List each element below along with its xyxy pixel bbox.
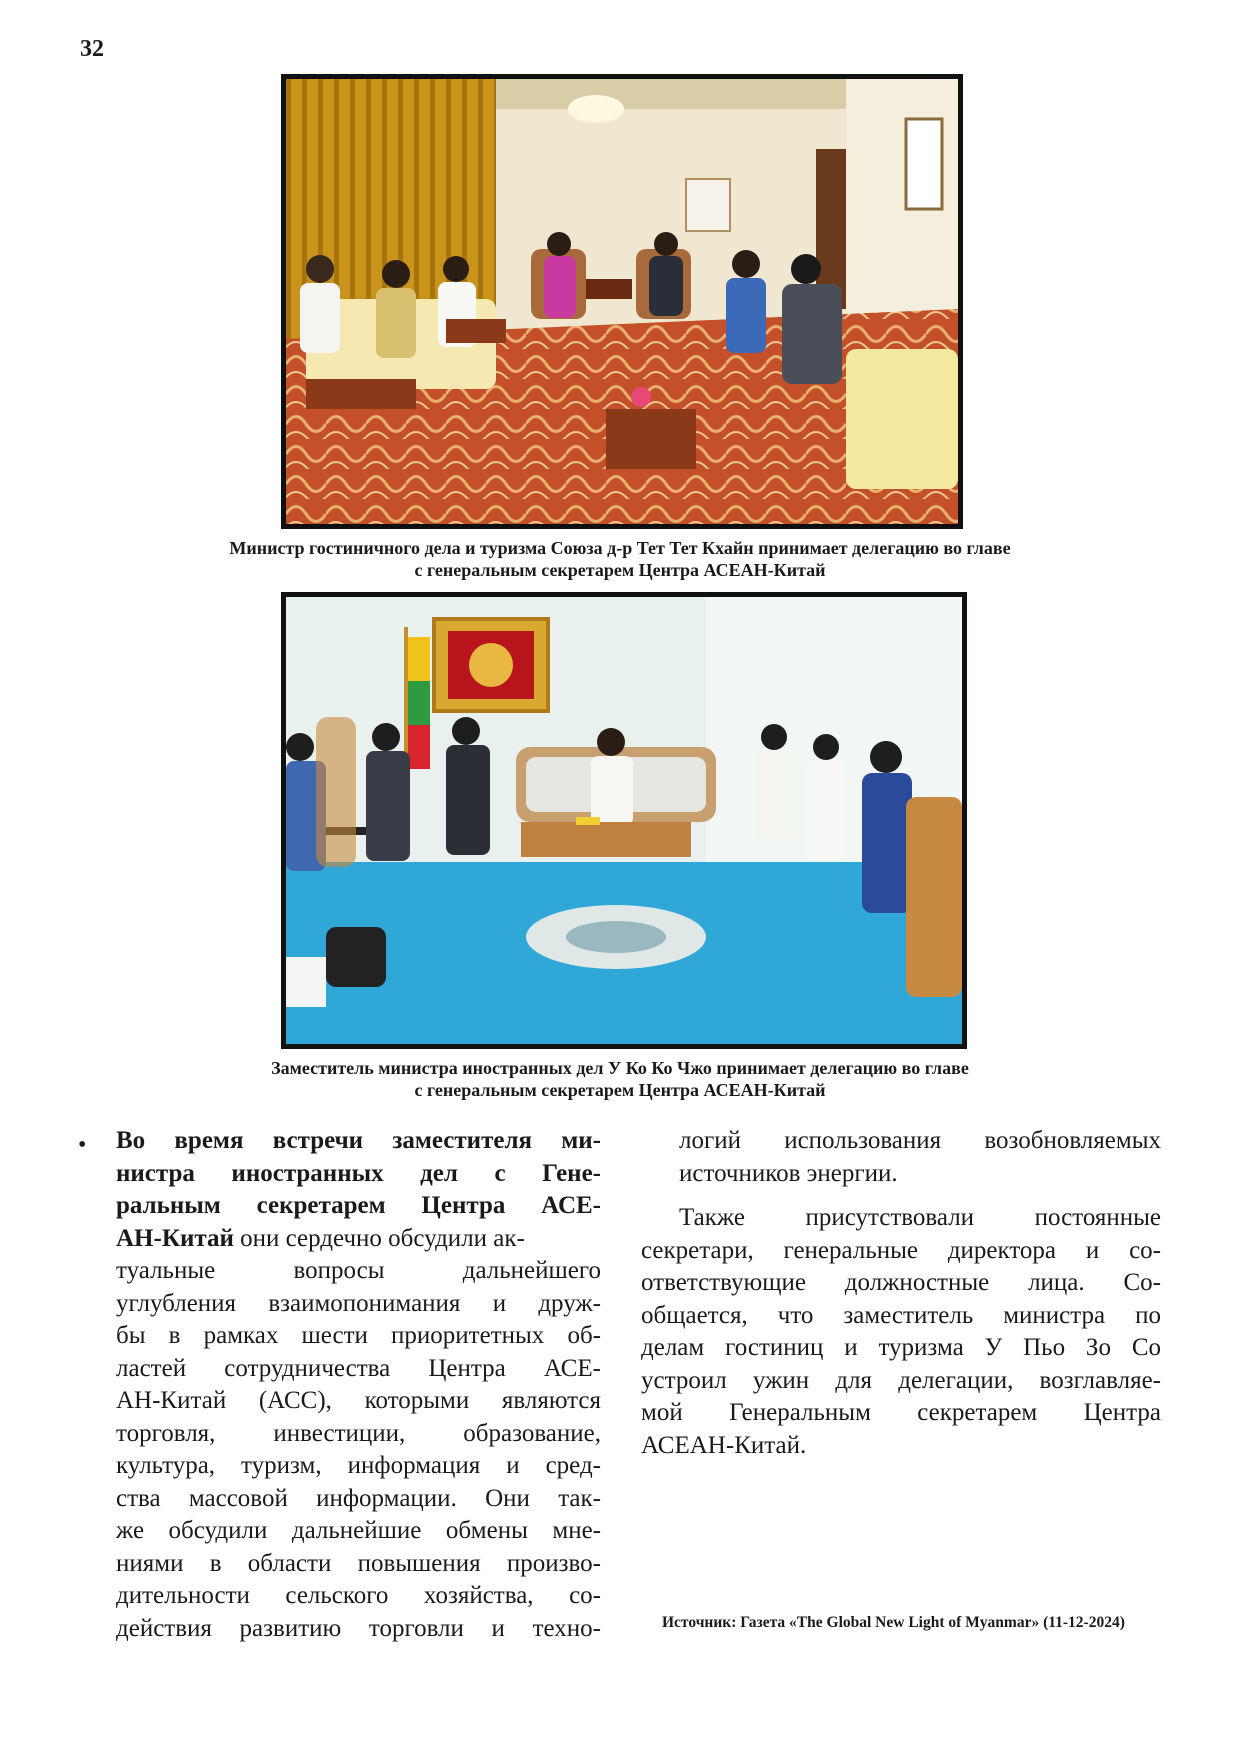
page-number: 32 bbox=[80, 36, 104, 62]
article-line: культура, туризм, информация и сред- bbox=[116, 1452, 601, 1479]
caption-line: с генеральным секретарем Центра АСЕАН-Китай bbox=[414, 560, 826, 580]
article-line: туальные вопросы дальнейшего bbox=[116, 1257, 601, 1284]
article-line: действия развитию торговли и техно- bbox=[116, 1614, 601, 1642]
article-line: секретари, генеральные директора и со- bbox=[641, 1236, 1161, 1264]
caption-line: Заместитель министра иностранных дел У Ко Ко Чжо принимает делегацию во главе bbox=[271, 1058, 969, 1078]
article-line: Также присутствовали постоянные bbox=[679, 1204, 1161, 1231]
article-line: ства массовой информации. Они так- bbox=[116, 1484, 601, 1512]
article-lead-line: Во время встречи заместителя ми- bbox=[116, 1127, 601, 1154]
article-line bbox=[116, 1223, 601, 1256]
meeting-photo-2 bbox=[281, 592, 967, 1049]
caption-line: Министр гостиничного дела и туризма Союза д-р Тет Тет Кхайн принимает делегацию во главе bbox=[229, 538, 1011, 558]
meeting-room-photo-icon bbox=[286, 79, 958, 524]
article-line: ответствующие должностные лица. Со- bbox=[641, 1269, 1161, 1296]
article-line: бы в рамках шести приоритетных об- bbox=[116, 1322, 601, 1349]
article-line: углубления взаимопонимания и друж- bbox=[116, 1289, 601, 1317]
article-line-fragment: они сердечно обсудили ак- bbox=[233, 1224, 525, 1252]
bullet-icon: • bbox=[78, 1132, 87, 1158]
article-line: ниями в области повышения произво- bbox=[116, 1549, 601, 1577]
photo-caption-2 bbox=[120, 1057, 1120, 1101]
article-column-right bbox=[641, 1125, 1161, 1462]
source-credit: Источник: Газета «The Global New Light of Myanmar» (11-12-2024) bbox=[662, 1614, 1125, 1631]
photo-caption-1 bbox=[120, 537, 1120, 581]
caption-line: с генеральным секретарем Центра АСЕАН-Китай bbox=[414, 1080, 826, 1100]
article-lead-line: ральным секретарем Центра АСЕ- bbox=[116, 1192, 601, 1219]
article-line: ластей сотрудничества Центра АСЕ- bbox=[116, 1354, 601, 1382]
article-column-left bbox=[116, 1125, 601, 1645]
meeting-room-photo-icon bbox=[286, 597, 962, 1044]
article-line: мой Генеральным секретарем Центра bbox=[641, 1399, 1161, 1426]
article-line: же обсудили дальнейшие обмены мне- bbox=[116, 1517, 601, 1544]
meeting-photo-1 bbox=[281, 74, 963, 529]
article-line: делам гостиниц и туризма У Пьо Зо Со bbox=[641, 1334, 1161, 1361]
article-line: дительности сельского хозяйства, со- bbox=[116, 1582, 601, 1609]
article-line: устроил ужин для делегации, возглавляе- bbox=[641, 1366, 1161, 1394]
article-lead-fragment: АН-Китай bbox=[116, 1224, 234, 1252]
article-line: логий использования возобновляемых bbox=[679, 1127, 1161, 1154]
article-lead-line: нистра иностранных дел с Гене- bbox=[116, 1159, 601, 1187]
article-line: общается, что заместитель министра по bbox=[641, 1301, 1161, 1329]
article-line: АН-Китай (АСС), которыми являются bbox=[116, 1387, 601, 1414]
article-line: источников энергии. bbox=[679, 1159, 898, 1187]
article-line: АСЕАН-Китай. bbox=[641, 1431, 807, 1459]
article-line: торговля, инвестиции, образование, bbox=[116, 1419, 601, 1447]
